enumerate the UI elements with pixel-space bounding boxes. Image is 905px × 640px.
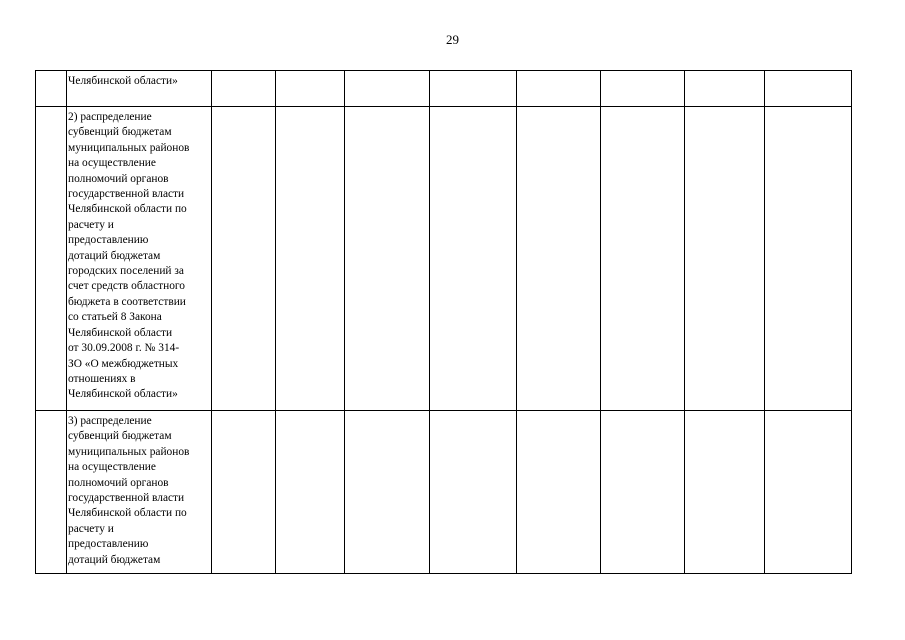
budget-table [35,70,852,574]
value-cell [685,71,765,107]
description-line: 2) распределение [68,111,152,123]
description-line: муниципальных районов [68,141,190,154]
description-line: полномочий органов [68,172,169,185]
value-cell [517,107,601,411]
description-line: предоставлению [68,538,149,551]
description-line: бюджета в соответствии [68,295,186,308]
table-row [36,71,852,107]
description-line: полномочий органов [68,476,169,489]
value-cell [345,411,430,574]
value-cell [212,107,276,411]
description-line: Челябинской области [68,326,173,339]
value-cell [345,107,430,411]
value-cell [276,71,345,107]
description-line: отношениях в [68,372,136,385]
value-cell [601,71,685,107]
description-line: расчету и [68,218,114,231]
description-line: Челябинской области» [68,388,178,401]
value-cell [765,107,852,411]
value-cell [430,411,517,574]
value-cell [685,411,765,574]
value-cell [212,411,276,574]
value-cell [345,71,430,107]
description-line: расчету и [68,522,114,535]
value-cell [276,411,345,574]
description-line: со статьей 8 Закона [68,311,162,324]
value-cell [517,411,601,574]
description-cell [67,107,212,411]
table-row [36,107,852,411]
description-line: от 30.09.2008 г. № 314- [68,342,180,355]
value-cell [430,107,517,411]
number-cell [36,411,67,574]
description-line: субвенций бюджетам [68,126,172,139]
number-cell [36,107,67,411]
description-line: городских поселений за [68,265,184,278]
value-cell [765,411,852,574]
description-line: муниципальных районов [68,445,190,458]
value-cell [430,71,517,107]
description-line: 3) распределение [68,415,152,427]
description-line: ЗО «О межбюджетных [68,357,179,370]
value-cell [601,107,685,411]
description-line: счет средств областного [68,280,186,293]
value-cell [212,71,276,107]
page-number: 29 [446,32,459,47]
table-row [36,411,852,574]
value-cell [685,107,765,411]
description-line: государственной власти [68,492,185,505]
description-line: дотаций бюджетам [68,249,161,262]
description-line: Челябинской области» [68,75,178,87]
description-line: на осуществление [68,157,156,170]
value-cell [601,411,685,574]
description-cell [67,411,212,574]
description-cell [67,71,212,107]
value-cell [517,71,601,107]
description-line: предоставлению [68,234,149,247]
description-line: государственной власти [68,188,185,201]
description-line: на осуществление [68,461,156,474]
description-line: Челябинской области по [68,203,187,216]
value-cell [276,107,345,411]
number-cell [36,71,67,107]
description-line: дотаций бюджетам [68,553,161,566]
description-line: субвенций бюджетам [68,430,172,443]
value-cell [765,71,852,107]
description-line: Челябинской области по [68,507,187,520]
